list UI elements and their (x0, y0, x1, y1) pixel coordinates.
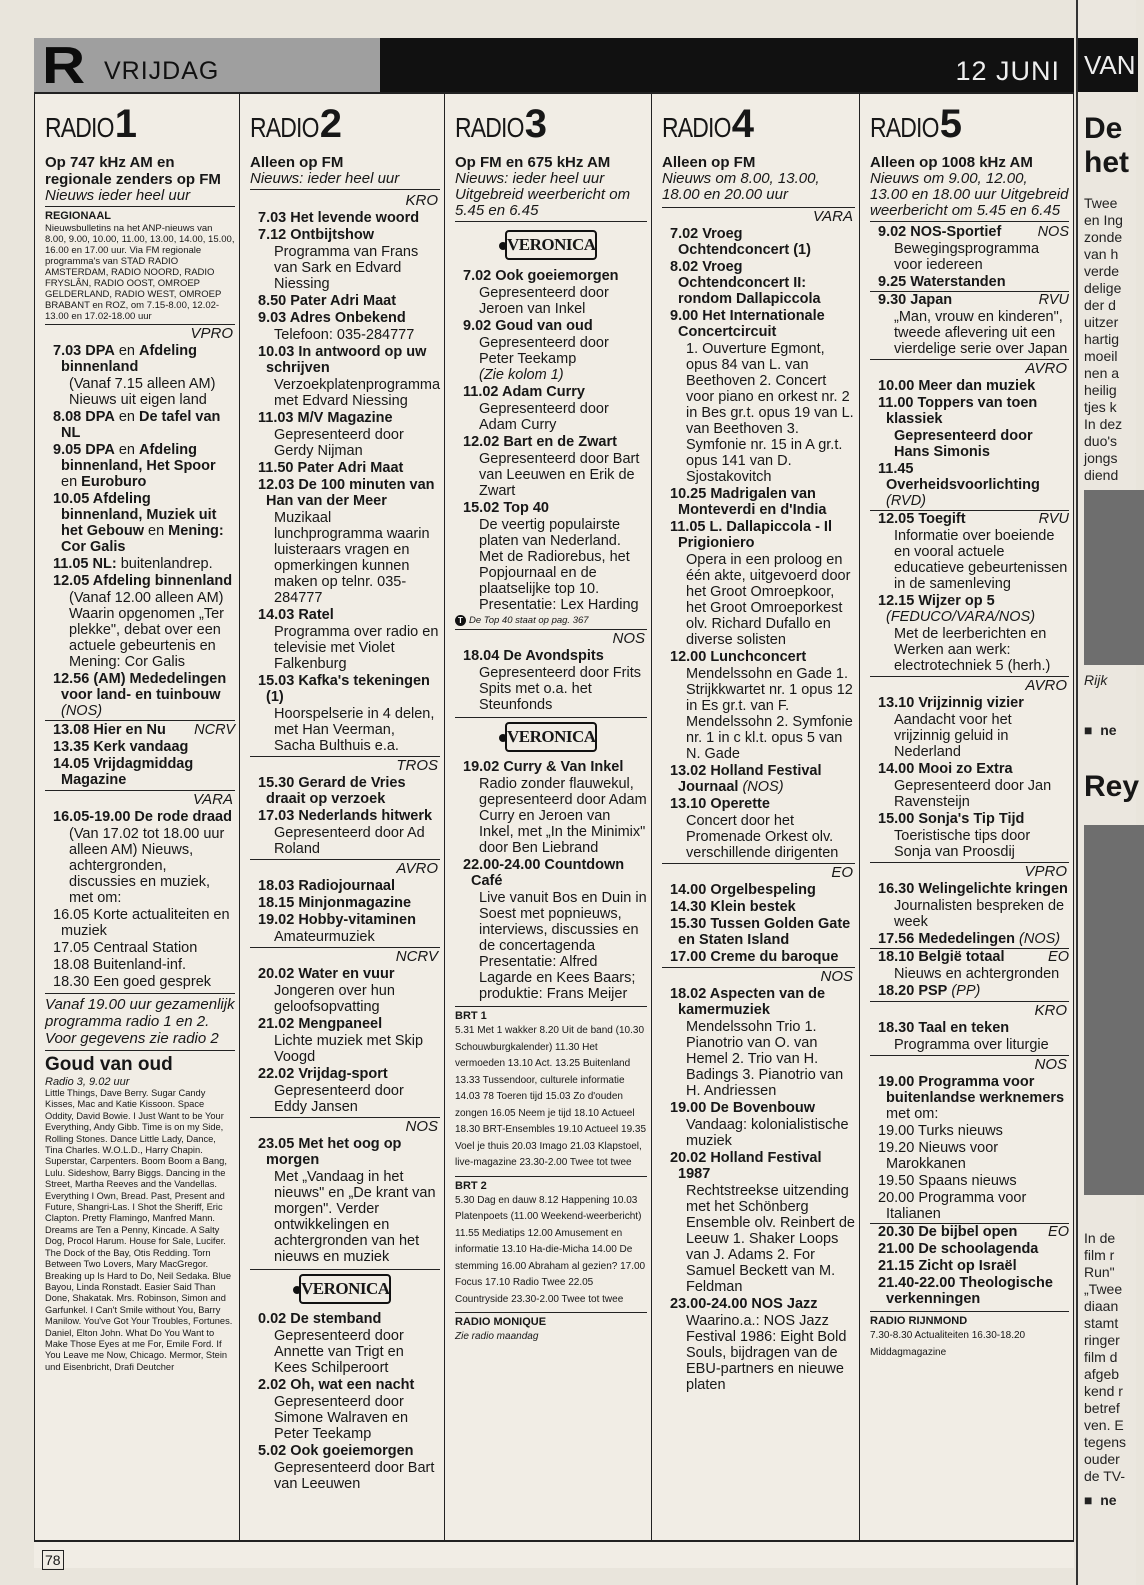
program-item: 8.50 Pater Adri Maat (258, 293, 397, 309)
sub-item: 19.00 Turks nieuws (878, 1123, 1003, 1139)
program-item: 21.02 Mengpaneel (258, 1016, 383, 1032)
program-item: 2.02 Oh, wat een nacht (258, 1377, 415, 1393)
station-number: 3 (524, 102, 547, 146)
broadcaster-label: KRO (870, 1001, 1069, 1019)
program-item: 15.03 Kafka's tekeningen (1) (258, 673, 430, 705)
station-number: 5 (939, 102, 962, 146)
program-desc: Telefoon: 035-284777 (274, 327, 415, 343)
program-item: 7.02 Vroeg Ochtendconcert (1) (670, 226, 811, 258)
program-item: 0.02 De stemband (258, 1311, 382, 1327)
program-item: 10.25 Madrigalen van Monteverdi en d'India (670, 486, 827, 518)
radio-rijnmond-listing: 7.30-8.30 Actualiteiten 16.30-18.20 Middagmagazine (870, 1330, 1026, 1358)
broadcaster-label: EO (662, 863, 855, 881)
page-header (34, 37, 1074, 95)
program-item: 11.05 NL: buitenlandrep. (53, 556, 213, 572)
program-item: 16.30 Welingelichte kringen (878, 881, 1068, 897)
program-item: 14.00 Orgelbespeling (670, 882, 816, 898)
program-item: 12.15 Wijzer op 5 (FEDUCO/VARA/NOS) (878, 593, 1036, 625)
program-item: 22.00-24.00 Countdown Café (463, 857, 625, 889)
program-item: 20.02 Holland Festival 1987 (670, 1150, 822, 1182)
sub-item: 19.20 Nieuws voor Marokkanen (878, 1140, 999, 1172)
program-desc: Informatie over boeiende en vooral actuele educatieve gebeurtenissen in de samenleving (894, 528, 1068, 592)
station-heading (662, 94, 855, 154)
program-desc: Aandacht voor het vrijzinnig geluid in Nederland (894, 712, 1012, 760)
adjacent-heading: De (1084, 112, 1123, 145)
program-desc: Amateurmuziek (274, 929, 375, 945)
program-item: 7.03 DPA en Afdeling binnenland (53, 343, 197, 375)
broadcaster-label: VARA (45, 790, 235, 808)
sub-item: 18.08 Buitenland-inf. (53, 957, 187, 973)
program-item: 13.02 Holland Festival Journaal (NOS) (670, 763, 822, 795)
veronica-logo-text: VERONICA (505, 230, 597, 260)
program-item: 18.03 Radiojournaal (258, 878, 395, 894)
program-desc: Opera in een proloog en één akte, uitgevoerd door het Groot Omroepkoor, het Groot Omroeporkest olv. Richard Dufallo en diverse solisten (686, 552, 851, 648)
adjacent-text: In de film r Run" „Twee diaan stamt ringer film d afgeb kend r betref ven. E tegens ouder de TV- (1084, 1230, 1127, 1484)
program-item: 21.00 De schoolagenda (878, 1241, 1039, 1257)
station-heading (250, 94, 440, 154)
radio-1-column (34, 94, 239, 1540)
program-desc: Gepresenteerd door Bart van Leeuwen (274, 1460, 435, 1492)
program-item: 7.03 Het levende woord (258, 210, 420, 226)
regional-text: Nieuwsbulletins na het ANP-nieuws van 8.00, 9.00, 10.00, 11.00, 13.00, 14.00, 15.00, 16.00 en 17.00 uur. Via FM regionale programma's van STAD RADIO AMSTERDAM, RADIO NOORD, RADIO FRYSLÂN, RADIO OOST, OMROEP GELDERLAND, RADIO WEST, OMROEP BRABANT en ROZ, om 7.15-8.00, 12.02-13.00 en 17.02-18.00 uur (45, 223, 235, 322)
program-item: 22.02 Vrijdag-sport (258, 1066, 388, 1082)
program-item: 13.08 Hier en Nu NCRV (45, 720, 235, 738)
broadcaster-label: AVRO (870, 359, 1069, 377)
program-desc: Gepresenteerd door Gerdy Nijman (274, 427, 404, 459)
program-desc: Toeristische tips door Sonja van Proosdij (894, 828, 1031, 860)
adjacent-heading: Rey (1084, 770, 1140, 803)
program-item: 11.05 L. Dallapiccola - Il Prigioniero (670, 519, 832, 551)
broadcaster-label: AVRO (250, 859, 440, 877)
program-desc: Bewegingsprogramma voor iedereen (894, 241, 1040, 273)
program-item: 9.00 Het Internationale Concertcircuit (670, 308, 825, 340)
program-item: 17.00 Creme du baroque (670, 949, 839, 965)
program-item: 9.02 Goud van oud (463, 318, 593, 334)
station-intro: Alleen op FM Nieuws: ieder heel uur (250, 154, 440, 190)
section-letter: R (42, 37, 86, 95)
program-item: 19.00 Programma voor buitenlandse werknemers met om: (878, 1074, 1065, 1122)
t-icon: T (455, 615, 466, 626)
program-item: 18.30 Taal en teken (878, 1020, 1010, 1036)
radio-monique-title: RADIO MONIQUE (455, 1312, 647, 1329)
station-intro: Alleen op FM Nieuws om 8.00, 13.00, 18.00 en 20.00 uur (662, 154, 820, 203)
veronica-logo-text: VERONICA (299, 1274, 391, 1304)
adjacent-bullet: ■ ne (1084, 722, 1117, 738)
program-item: 14.30 Klein bestek (670, 899, 796, 915)
broadcaster-label: KRO (405, 192, 438, 209)
program-item: 12.03 De 100 minuten van Han van der Meer (258, 477, 435, 509)
program-item: 14.00 Mooi zo Extra (878, 761, 1013, 777)
program-item: 9.30 Japan RVU (870, 291, 1069, 308)
joint-program-note: Vanaf 19.00 uur gezamenlijk programma radio 1 en 2. Voor gegevens zie radio 2 (45, 993, 235, 1047)
program-item: 11.50 Pater Adri Maat (258, 460, 404, 476)
sub-item: 17.05 Centraal Station (53, 940, 198, 956)
adjacent-photo (1084, 825, 1144, 1195)
station-word: RADIO (45, 112, 114, 143)
program-desc: Programma over radio en televisie met Violet Falkenburg (274, 624, 439, 672)
program-item: 9.05 DPA en Afdeling binnenland, Het Spoor en Euroburo (53, 442, 216, 490)
program-item: 13.35 Kerk vandaag (53, 739, 189, 755)
adjacent-text: Twee en Ing zonde van h verde delige der d uitzer hartig moeil nen a heilig tjes k In dez duo's jongs diend (1084, 195, 1123, 483)
program-desc: 1. Ouverture Egmont, opus 84 van L. van Beethoven 2. Concert voor piano en orkest nr. 2 in Bes gr.t. opus 19 van L. van Beethoven 3. Symfonie nr. 15 in A gr.t. opus 141 van D. Sjostakovitch (686, 341, 854, 485)
program-item: 9.25 Waterstanden (878, 274, 1006, 290)
station-number: 4 (731, 102, 754, 146)
program-desc: Gepresenteerd door Frits Spits met o.a. het Steunfonds (479, 665, 641, 713)
program-item: 13.10 Vrijzinnig vizier (878, 695, 1024, 711)
program-item: 13.10 Operette (670, 796, 770, 812)
program-item: 15.02 Top 40 (463, 500, 549, 516)
program-item: 15.00 Sonja's Tip Tijd (878, 811, 1025, 827)
station-number: 1 (114, 102, 137, 146)
program-item: 7.12 Ontbijtshow (258, 227, 375, 243)
program-item: 11.03 M/V Magazine (258, 410, 393, 426)
station-word: RADIO (250, 112, 319, 143)
program-desc: Lichte muziek met Skip Voogd (274, 1033, 424, 1065)
goud-van-oud-subtitle: Radio 3, 9.02 uur (45, 1076, 130, 1088)
program-desc: Met de leerberichten en Werken aan werk: electrotechniek 5 (herh.) (894, 626, 1051, 674)
page-number: 78 (42, 1550, 64, 1570)
regional-title: REGIONAAL (45, 210, 111, 222)
top40-note: T De Top 40 staat op pag. 367 (455, 615, 647, 627)
radio-listings-page (34, 38, 1074, 1568)
program-item: 18.15 Minjonmagazine (258, 895, 412, 911)
program-desc: De veertig populairste platen van Nederland. Met de Radiorebus, het Popjournaal en de plaatselijke top 10. Presentatie: Lex Harding (479, 517, 639, 613)
broadcaster-label: VARA (662, 207, 855, 225)
day-title: VRIJDAG (104, 57, 220, 85)
broadcaster-label: NOS (455, 629, 647, 647)
program-desc: Verzoekplatenprogramma met Edvard Niessing (274, 377, 441, 409)
brt2-title: BRT 2 (455, 1176, 647, 1193)
program-desc: Gepresenteerd door Peter Teekamp (479, 335, 609, 367)
program-desc: „Man, vrouw en kinderen", tweede aflevering uit een vierdelige serie over Japan (894, 309, 1068, 357)
station-intro: Alleen op 1008 kHz AM Nieuws om 9.00, 12.00, 13.00 en 18.00 uur Uitgebreid weerbericht om 5.45 en 6.45 (870, 154, 1069, 222)
radio-rijnmond-title: RADIO RIJNMOND (870, 1311, 1069, 1328)
program-item: 23.05 Met het oog op morgen (258, 1136, 402, 1168)
veronica-logo (455, 226, 647, 266)
program-item: 10.03 In antwoord op uw schrijven (258, 344, 427, 376)
program-item: 18.02 Aspecten van de kamermuziek (670, 986, 826, 1018)
program-desc: Mendelssohn en Gade 1. Strijkkwartet nr. 1 opus 12 in Es gr.t. van F. Mendelssohn 2. Symfonie nr. 1 in c kl.t. opus 5 van N. Gade (686, 666, 853, 762)
radio-monique-note: Zie radio maandag (455, 1331, 539, 1342)
broadcaster-label: NOS (250, 1117, 440, 1135)
program-item: 20.30 De bijbel open EO (870, 1223, 1069, 1240)
program-item: 17.56 Mededelingen (NOS) (878, 931, 1061, 947)
program-desc: Gepresenteerd door Adam Curry (479, 401, 609, 433)
program-item: 10.05 Afdeling binnenland, Muziek uit het Gebouw en Mening: Cor Galis (53, 491, 224, 555)
adjacent-page-band: VAN (1078, 38, 1138, 92)
program-item: 14.03 Ratel (258, 607, 334, 623)
radio-3-column (444, 94, 651, 1540)
broadcaster-label: AVRO (870, 676, 1069, 694)
adjacent-bullet: ■ ne (1084, 1492, 1117, 1508)
program-item: 21.15 Zicht op Israël (878, 1258, 1017, 1274)
program-item: 11.00 Toppers van toen klassiek (878, 395, 1038, 427)
sub-item: 20.00 Programma voor Italianen (878, 1190, 1027, 1222)
station-heading (455, 94, 647, 154)
program-item: 19.02 Hobby-vitaminen (258, 912, 416, 928)
station-heading (870, 94, 1069, 154)
program-item: 12.02 Bart en de Zwart (463, 434, 617, 450)
program-desc: Jongeren over hun geloofsopvatting (274, 983, 395, 1015)
radio-2-column (239, 94, 444, 1540)
program-desc: Programma van Frans van Sark en Edvard Niessing (274, 244, 419, 292)
station-intro: Op 747 kHz AM en regionale zenders op FM Nieuws ieder heel uur (45, 154, 235, 207)
program-item: 8.08 DPA en De tafel van NL (53, 409, 221, 441)
veronica-logo (455, 717, 647, 757)
station-word: RADIO (870, 112, 939, 143)
program-item: 23.00-24.00 NOS Jazz (670, 1296, 818, 1312)
program-desc: Gepresenteerd door Jan Ravensteijn (894, 778, 1052, 810)
program-desc: Hoorspelserie in 4 delen, met Han Veerman, Sacha Bulthuis e.a. (274, 706, 435, 754)
adjacent-page (1076, 0, 1140, 1585)
broadcaster-label: VPRO (45, 324, 235, 342)
goud-van-oud-title: Goud van oud (45, 1050, 235, 1076)
program-desc: Gepresenteerd door Bart van Leeuwen en Erik de Zwart (479, 451, 640, 499)
program-desc: Nieuws en achtergronden (894, 966, 1060, 982)
program-item: 19.00 De Bovenbouw (670, 1100, 816, 1116)
station-word: RADIO (455, 112, 524, 143)
program-desc: Gepresenteerd door Simone Walraven en Peter Teekamp (274, 1394, 409, 1442)
program-desc: Met „Vandaag in het nieuws" en „De krant van morgen". Verder ontwikkelingen en achtergronden van het nieuws en muziek (274, 1169, 436, 1265)
program-desc: Live vanuit Bos en Duin in Soest met popnieuws, interviews, discussies en de concertagenda Presentatie: Alfred Lagarde en Kees Baars; produktie: Frans Meijer (479, 890, 647, 1002)
program-item: 12.05 Afdeling binnenland (53, 573, 233, 589)
program-item: 16.05-19.00 De rode draad (53, 809, 232, 825)
broadcaster-label: NOS (662, 967, 855, 985)
adjacent-heading: het (1084, 146, 1129, 179)
program-item: 15.30 Gerard de Vries draait op verzoek (258, 775, 406, 807)
program-desc: Muzikaal lunchprogramma waarin luisteraars vragen en opmerkingen kunnen maken op telnr. 035-284777 (274, 510, 430, 606)
veronica-logo-text: VERONICA (505, 722, 597, 752)
program-item: 12.56 (AM) Mededelingen voor land- en tuinbouw (NOS) (53, 671, 227, 719)
program-desc: Programma over liturgie (894, 1037, 1049, 1053)
program-desc: Gepresenteerd door Ad Roland (274, 825, 425, 857)
listings-grid (34, 92, 1074, 1542)
brt1-listing: 5.31 Met 1 wakker 8.20 Uit de band (10.30 Schouwburgkalender) 11.30 Het vermoeden 13.10 Act. 13.25 Buitenland 13.33 Tussendoor, culturele informatie 14.03 78 Toeren tijd 15.03 Zo d'ouden zongen 16.05 Neem je tijd 18.10 Actueel 18.30 BRT-Ensembles 19.10 Actueel 19.35 Voel je thuis 20.03 Imago 21.03 Klapstoel, live-magazine 23.30-2.00 Twee tot twee (455, 1025, 647, 1168)
program-item: 12.00 Lunchconcert (670, 649, 807, 665)
program-item: 8.02 Vroeg Ochtendconcert II: rondom Dallapiccola (670, 259, 821, 307)
station-number: 2 (319, 102, 342, 146)
program-item: 11.45 Overheidsvoorlichting (RVD) (878, 461, 1040, 509)
program-item: 12.05 Toegift RVU (870, 510, 1069, 527)
program-item: 14.05 Vrijdagmiddag Magazine (53, 756, 194, 788)
station-intro: Op FM en 675 kHz AM Nieuws: ieder heel uur Uitgebreid weerbericht om 5.45 en 6.45 (455, 154, 647, 222)
program-desc: Gepresenteerd door Jeroen van Inkel (479, 285, 609, 317)
goud-van-oud-playlist: Little Things, Dave Berry. Sugar Candy Kisses, Mac and Katie Kissoon. Space Oddity, David Bowie. I Just Want to be Your Everything, Andy Gibb. Time is on my Side, Rolling Stones. Dance Little Lady, Dance, Tina Charles. W.O.L.D., Harry Chapin. Superstar, Carpenters. Boom Boom a Bang, Lulu. Sideshow, Barry Biggs. Dancing in the Street, Martha Reeves and the Vandellas. Everything I Own, Bread. Past, Present and Future, Shangri-Las. I Shot the Sheriff, Eric Clapton. Pretty Flamingo, Manfred Mann. Dreams are Ten a Penny, Kincade. A Salty Dog, Procol Harum. House for Sale, Lucifer. The Dock of the Bay, Otis Redding. Torn Between Two Lovers, Mary MacGregor. Breaking up Is Hard to Do, Neil Sedaka. Blue Bayou, Linda Ronstadt. Easier Said Than Done, Shakatak. Mrs. Robinson, Simon and Garfunkel. I Can't Smile without You, Barry Manilow. You've Got Your Troubles, Fortunes. Daniel, Elton John. What Do You Want to Make Those Eyes at me For, Emile Ford. If You Leave me Now, Chicago. Mermor, Stein und Eisenbricht, Drafi Deutcher (45, 1088, 233, 1372)
adjacent-caption: Rijk (1084, 672, 1108, 688)
program-desc: Concert door het Promenade Orkest olv. verschillende dirigenten (686, 813, 839, 861)
program-item: 17.03 Nederlands hitwerk (258, 808, 433, 824)
program-item: 21.40-22.00 Theologische verkenningen (878, 1275, 1053, 1307)
broadcaster-label: TROS (250, 756, 440, 774)
station-word: RADIO (662, 112, 731, 143)
program-item: 5.02 Ook goeiemorgen (258, 1443, 414, 1459)
radio-4-column (651, 94, 859, 1540)
program-item: 20.02 Water en vuur (258, 966, 395, 982)
broadcaster-label: NOS (870, 1055, 1069, 1073)
program-item: 9.03 Adres Onbekend (258, 310, 406, 326)
program-item: 18.10 België totaal EO (870, 948, 1069, 965)
program-desc: (Zie kolom 1) (479, 367, 564, 383)
sub-item: 19.50 Spaans nieuws (878, 1173, 1017, 1189)
program-desc: (Vanaf 7.15 alleen AM) Nieuws uit eigen land (69, 376, 216, 408)
program-desc: Mendelssohn Trio 1. Pianotrio van O. van Hemel 2. Trio van H. Badings 3. Pianotrio van H. Andriessen (686, 1019, 844, 1099)
program-item: 15.30 Tussen Golden Gate en Staten Island (670, 916, 851, 948)
brt1-title: BRT 1 (455, 1006, 647, 1023)
program-item: 18.04 De Avondspits (463, 648, 604, 664)
program-item: 19.02 Curry & Van Inkel (463, 759, 624, 775)
program-item: 9.02 NOS-Sportief NOS (878, 224, 1069, 240)
program-desc: Rechtstreekse uitzending met het Schönberg Ensemble olv. Reinbert de Leeuw 1. Shaker Loops van J. Adams 2. For Samuel Beckett van M. Feldman (686, 1183, 855, 1295)
program-desc: (Van 17.02 tot 18.00 uur alleen AM) Nieuws, achtergronden, discussies en muziek, met om: (69, 826, 225, 906)
sub-item: 16.05 Korte actualiteiten en muziek (53, 907, 230, 939)
program-desc: Vandaag: kolonialistische muziek (686, 1117, 849, 1149)
program-item: 11.02 Adam Curry (463, 384, 585, 400)
station-heading (45, 94, 235, 154)
program-desc: Gepresenteerd door Annette van Trigt en Kees Schilperoort (274, 1328, 404, 1376)
program-item: 7.02 Ook goeiemorgen (463, 268, 619, 284)
program-desc: Gepresenteerd door Eddy Jansen (274, 1083, 404, 1115)
program-desc: Radio zonder flauwekul, gepresenteerd door Adam Curry en Jeroen van Inkel, met „In the Minimix" door Ben Liebrand (479, 776, 647, 856)
program-item: 18.20 PSP (PP) (878, 983, 981, 999)
adjacent-photo (1084, 490, 1144, 665)
date-title: 12 JUNI (955, 56, 1060, 86)
broadcaster-label: VPRO (870, 862, 1069, 880)
program-desc: Waarino.a.: NOS Jazz Festival 1986: Eight Bold Souls, bijdragen van de EBU-partners en nieuwe platen (686, 1313, 847, 1393)
veronica-logo (250, 1269, 440, 1309)
radio-5-column (859, 94, 1074, 1540)
program-item: 10.00 Meer dan muziek (878, 378, 1036, 394)
brt2-listing: 5.30 Dag en dauw 8.12 Happening 10.03 Platenpoets (11.00 Weekend-weerbericht) 11.55 Mediatips 12.00 Amusement en informatie 13.10 Ha-die-Micha 14.00 De stemming 16.00 Abraham al gezien? 17.00 Focus 17.10 Radio Twee 22.05 Countryside 23.30-2.00 Twee tot twee (455, 1194, 646, 1305)
program-desc: Journalisten bespreken de week (894, 898, 1065, 930)
broadcaster-label: NCRV (250, 947, 440, 965)
program-desc: (Vanaf 12.00 alleen AM) Waarin opgenomen „Ter plekke", debat over een actuele gebeurtenis en Mening: Cor Galis (69, 590, 225, 670)
sub-item: 18.30 Een goed gesprek (53, 974, 212, 990)
program-desc: Gepresenteerd door Hans Simonis (894, 428, 1033, 460)
